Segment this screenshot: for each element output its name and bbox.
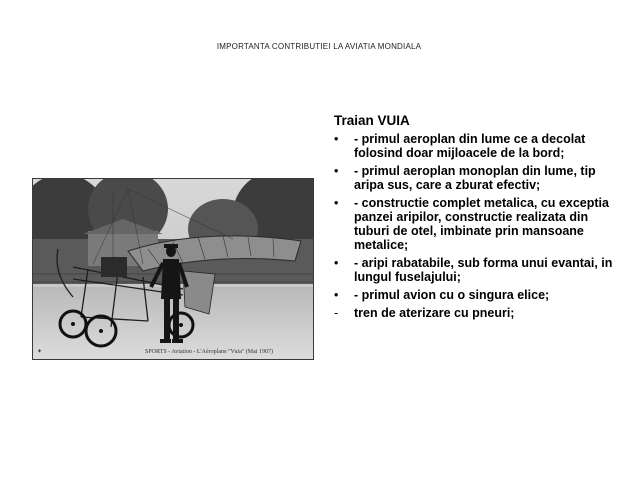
list-item (334, 256, 614, 284)
list-item (334, 196, 614, 252)
slide-title: IMPORTANTA CONTRIBUTIEI LA AVIATIA MONDIALA (216, 42, 422, 51)
svg-text:✦: ✦ (37, 349, 43, 355)
list-item (334, 288, 614, 302)
list-item-text: - constructie complet metalica, cu exceptia panzei aripilor, constructie realizata din tuburi de otel, imbinate prin mansoane metalice; (354, 196, 609, 252)
list-item-text: - primul aeroplan monoplan din lume, tip aripa sus, care a zburat efectiv; (354, 164, 596, 192)
list-item (334, 132, 614, 160)
feature-list (334, 132, 614, 320)
list-item-text: - aripi rabatabile, sub forma unui evantai, in lungul fuselajului; (354, 256, 613, 284)
bullet-marker: • (334, 256, 339, 270)
list-item-text: - primul aeroplan din lume ce a decolat folosind doar mijloacele de la bord; (354, 132, 586, 160)
dash-marker: - (334, 306, 339, 320)
bullet-marker: • (334, 196, 339, 210)
list-item (334, 306, 614, 320)
bullet-marker: • (334, 164, 339, 178)
bullet-marker: • (334, 132, 339, 146)
list-item-text: - primul avion cu o singura elice; (354, 288, 550, 302)
list-item (334, 164, 614, 192)
bullet-marker: • (334, 288, 339, 302)
content-heading: Traian VUIA (334, 113, 410, 128)
vuia-airplane-photo (32, 178, 314, 360)
content-block (334, 112, 614, 324)
photo-caption: SPORTS - Aviation - L'Aéroplane "Vuia" (Mai 1907) (145, 349, 273, 355)
list-item-text: tren de aterizare cu pneuri; (354, 306, 515, 320)
